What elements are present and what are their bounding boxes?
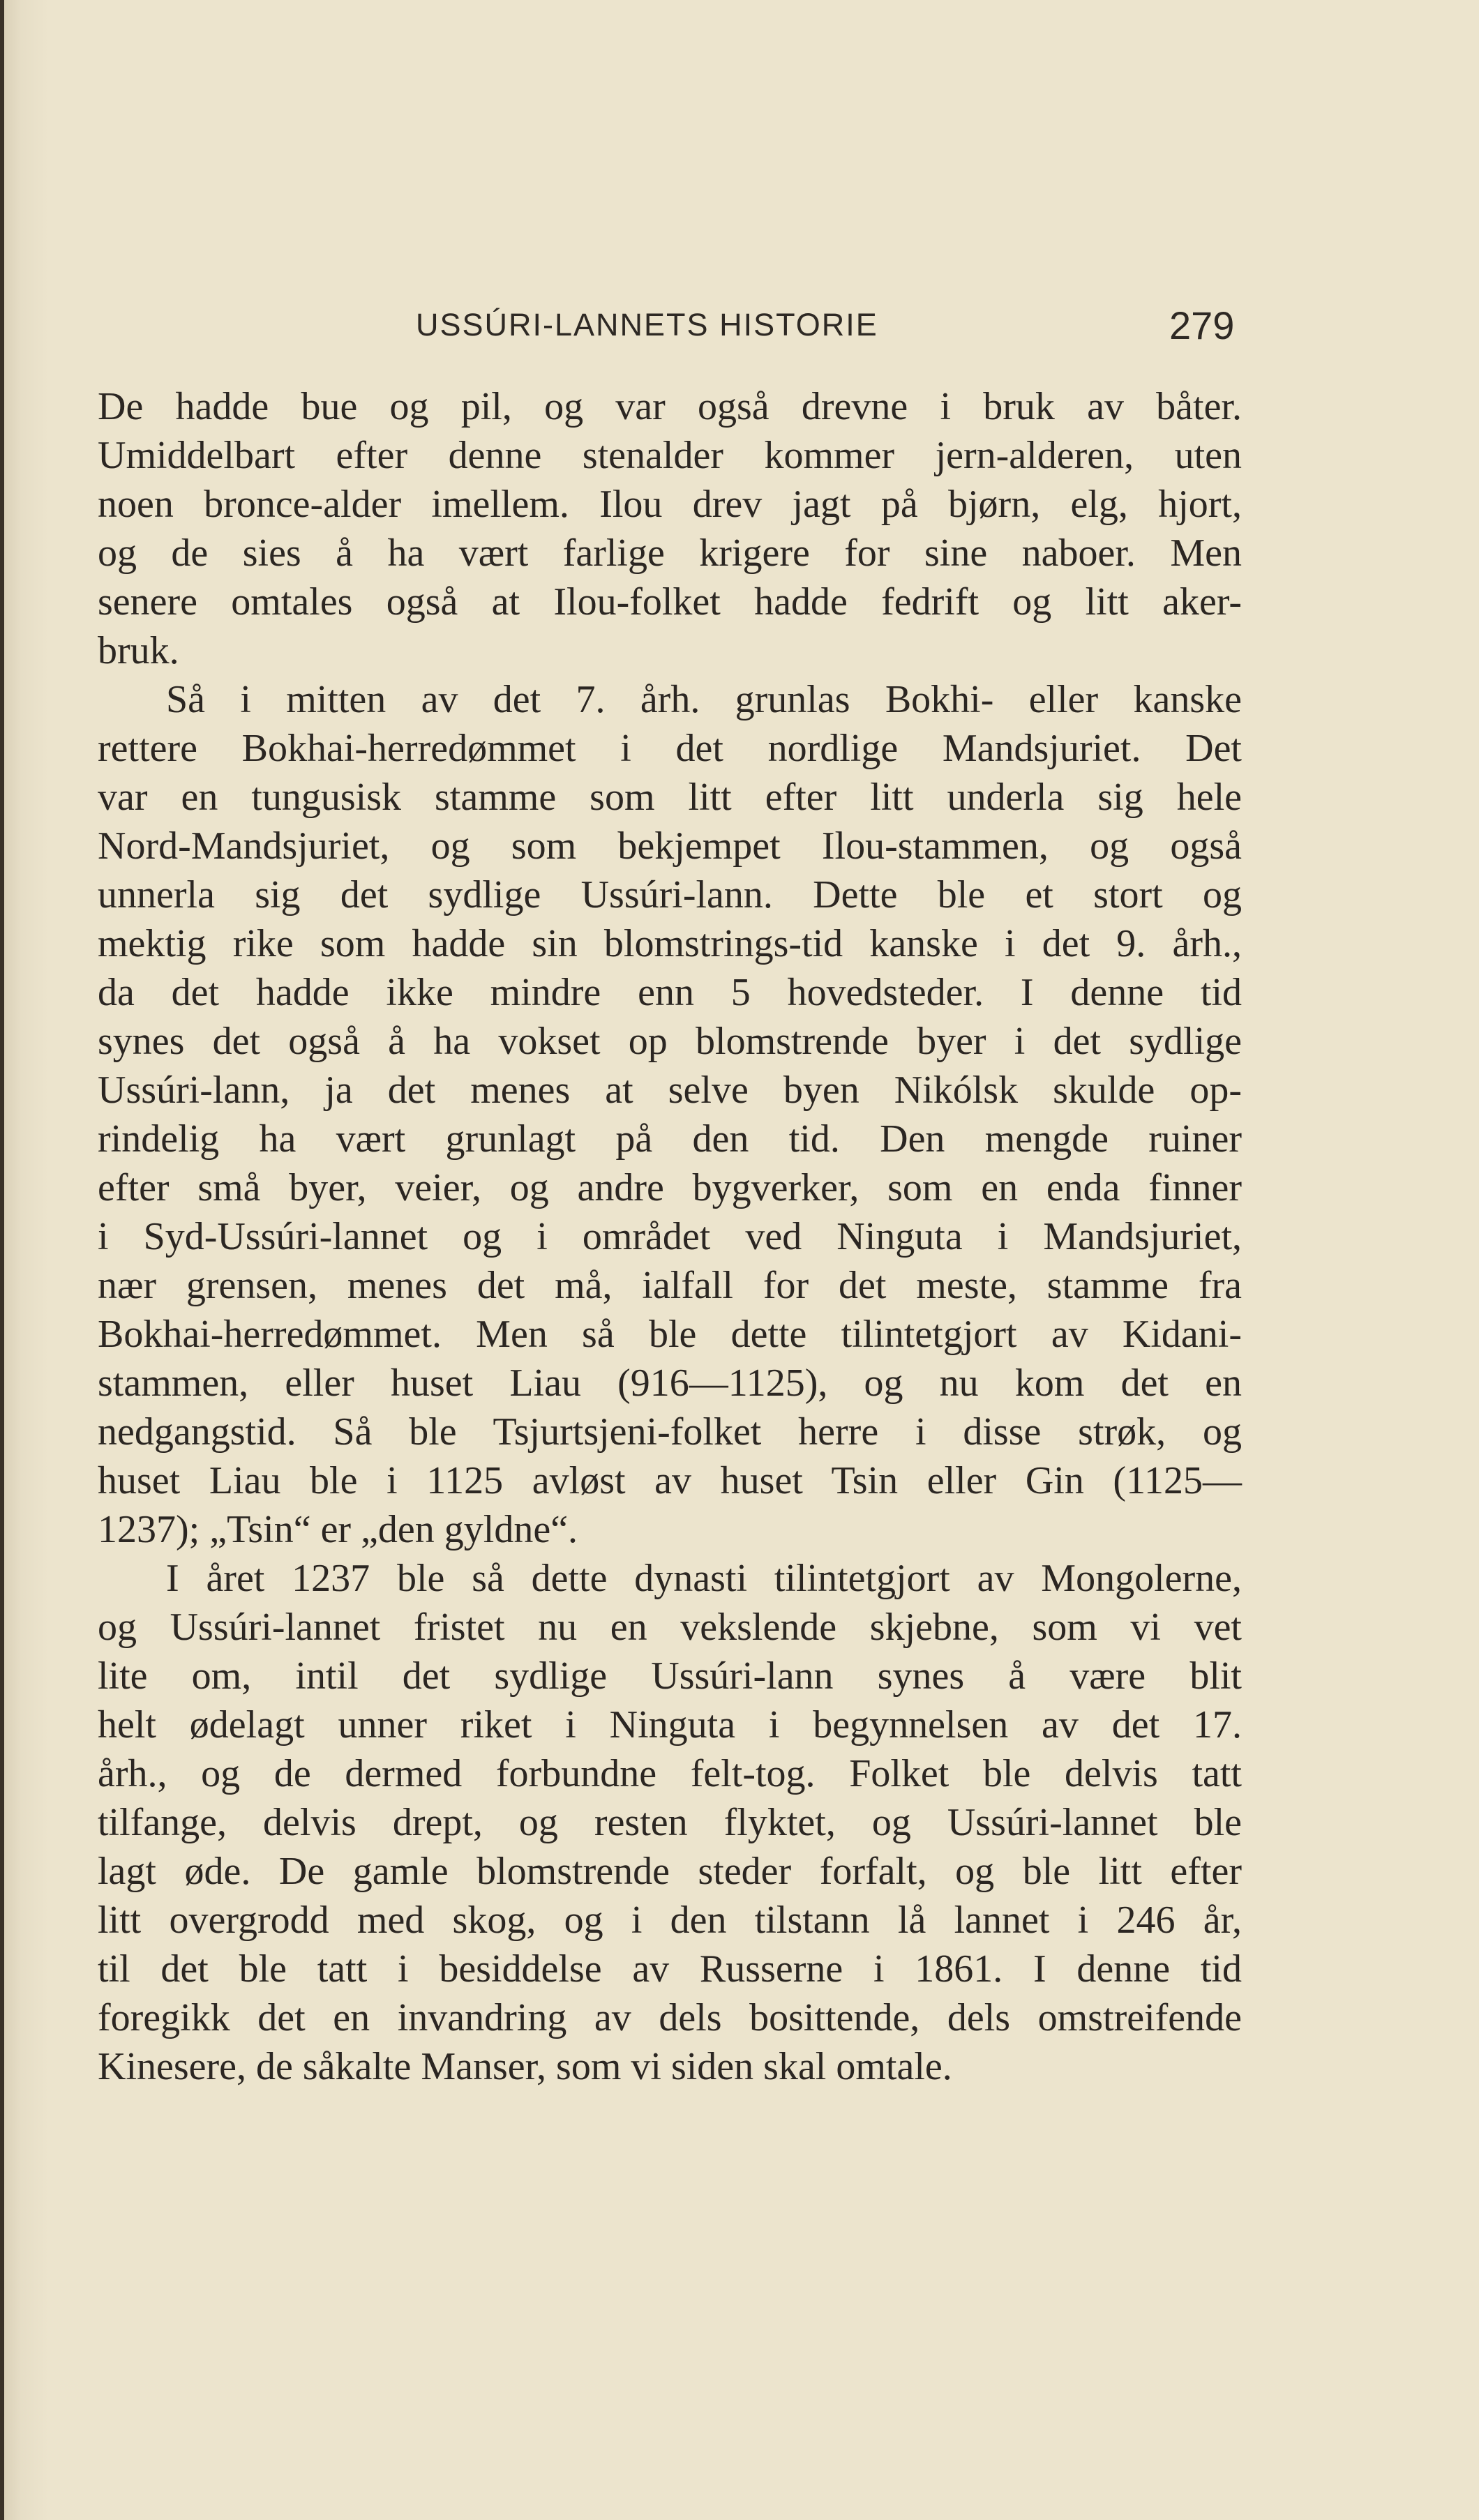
text-line: unnerla sig det sydlige Ussúri-lann. Dette ble et stort og (98, 873, 1242, 916)
text-line: senere omtales også at Ilou-folket hadde fedrift og litt aker- (98, 580, 1242, 624)
text-line: nedgangstid. Så ble Tsjurtsjeni-folket herre i disse strøk, og (98, 1410, 1242, 1454)
text-line: Kinesere, de såkalte Manser, som vi siden skal omtale. (98, 2045, 952, 2088)
text-line: Umiddelbart efter denne stenalder kommer jern-alderen, uten (98, 434, 1242, 477)
text-line: i Syd-Ussúri-lannet og i området ved Ninguta i Mandsjuriet, (98, 1215, 1242, 1258)
text-line: da det hadde ikke mindre enn 5 hovedsteder. I denne tid (98, 971, 1242, 1014)
text-line: og Ussúri-lannet fristet nu en vekslende skjebne, som vi vet (98, 1606, 1242, 1649)
text-line: bruk. (98, 629, 179, 672)
text-line: litt overgrodd med skog, og i den tilstann lå lannet i 246 år, (98, 1899, 1242, 1942)
text-line: I året 1237 ble så dette dynasti tilintetgjort av Mongolerne, (166, 1557, 1242, 1600)
text-line: Nord-Mandsjuriet, og som bekjempet Ilou-stammen, og også (98, 824, 1242, 868)
text-line: efter små byer, veier, og andre bygverker, som en enda finner (98, 1166, 1242, 1209)
text-line: lagt øde. De gamle blomstrende steder forfalt, og ble litt efter (98, 1850, 1242, 1893)
text-line: stammen, eller huset Liau (916—1125), og nu kom det en (98, 1361, 1242, 1405)
text-line: synes det også å ha vokset op blomstrende byer i det sydlige (98, 1020, 1242, 1063)
text-line: rettere Bokhai-herredømmet i det nordlige Mandsjuriet. Det (98, 727, 1242, 770)
running-head: USSÚRI-LANNETS HISTORIE (416, 307, 878, 342)
text-line: rindelig ha vært grunlagt på den tid. Den mengde ruiner (98, 1117, 1242, 1161)
text-line: nær grensen, menes det må, ialfall for det meste, stamme fra (98, 1264, 1242, 1307)
body-text (98, 382, 1242, 2091)
text-line: Ussúri-lann, ja det menes at selve byen Nikólsk skulde op- (98, 1069, 1242, 1112)
text-line: tilfange, delvis drept, og resten flyktet, og Ussúri-lannet ble (98, 1801, 1242, 1844)
text-line: De hadde bue og pil, og var også drevne i bruk av båter. (98, 385, 1242, 428)
text-line: noen bronce-alder imellem. Ilou drev jagt på bjørn, elg, hjort, (98, 483, 1242, 526)
text-line: og de sies å ha vært farlige krigere for sine naboer. Men (98, 531, 1242, 575)
text-line: huset Liau ble i 1125 avløst av huset Tsin eller Gin (1125— (98, 1459, 1242, 1502)
text-line: Bokhai-herredømmet. Men så ble dette tilintetgjort av Kidani- (98, 1313, 1242, 1356)
text-line: årh., og de dermed forbundne felt-tog. Folket ble delvis tatt (98, 1752, 1242, 1795)
text-line: til det ble tatt i besiddelse av Russerne i 1861. I denne tid (98, 1947, 1242, 1991)
text-line: helt ødelagt unner riket i Ninguta i begynnelsen av det 17. (98, 1703, 1242, 1746)
text-line: foregikk det en invandring av dels bosittende, dels omstreifende (98, 1996, 1242, 2039)
text-line: lite om, intil det sydlige Ussúri-lann synes å være blit (98, 1654, 1242, 1698)
page-number: 279 (1169, 303, 1235, 347)
text-line: Så i mitten av det 7. årh. grunlas Bokhi- eller kanske (166, 678, 1242, 721)
text-line: mektig rike som hadde sin blomstrings-tid kanske i det 9. årh., (98, 922, 1242, 965)
text-line: var en tungusisk stamme som litt efter litt underla sig hele (98, 776, 1242, 819)
binding-edge (0, 0, 4, 2520)
text-line: 1237); „Tsin“ er „den gyldne“. (98, 1508, 578, 1551)
